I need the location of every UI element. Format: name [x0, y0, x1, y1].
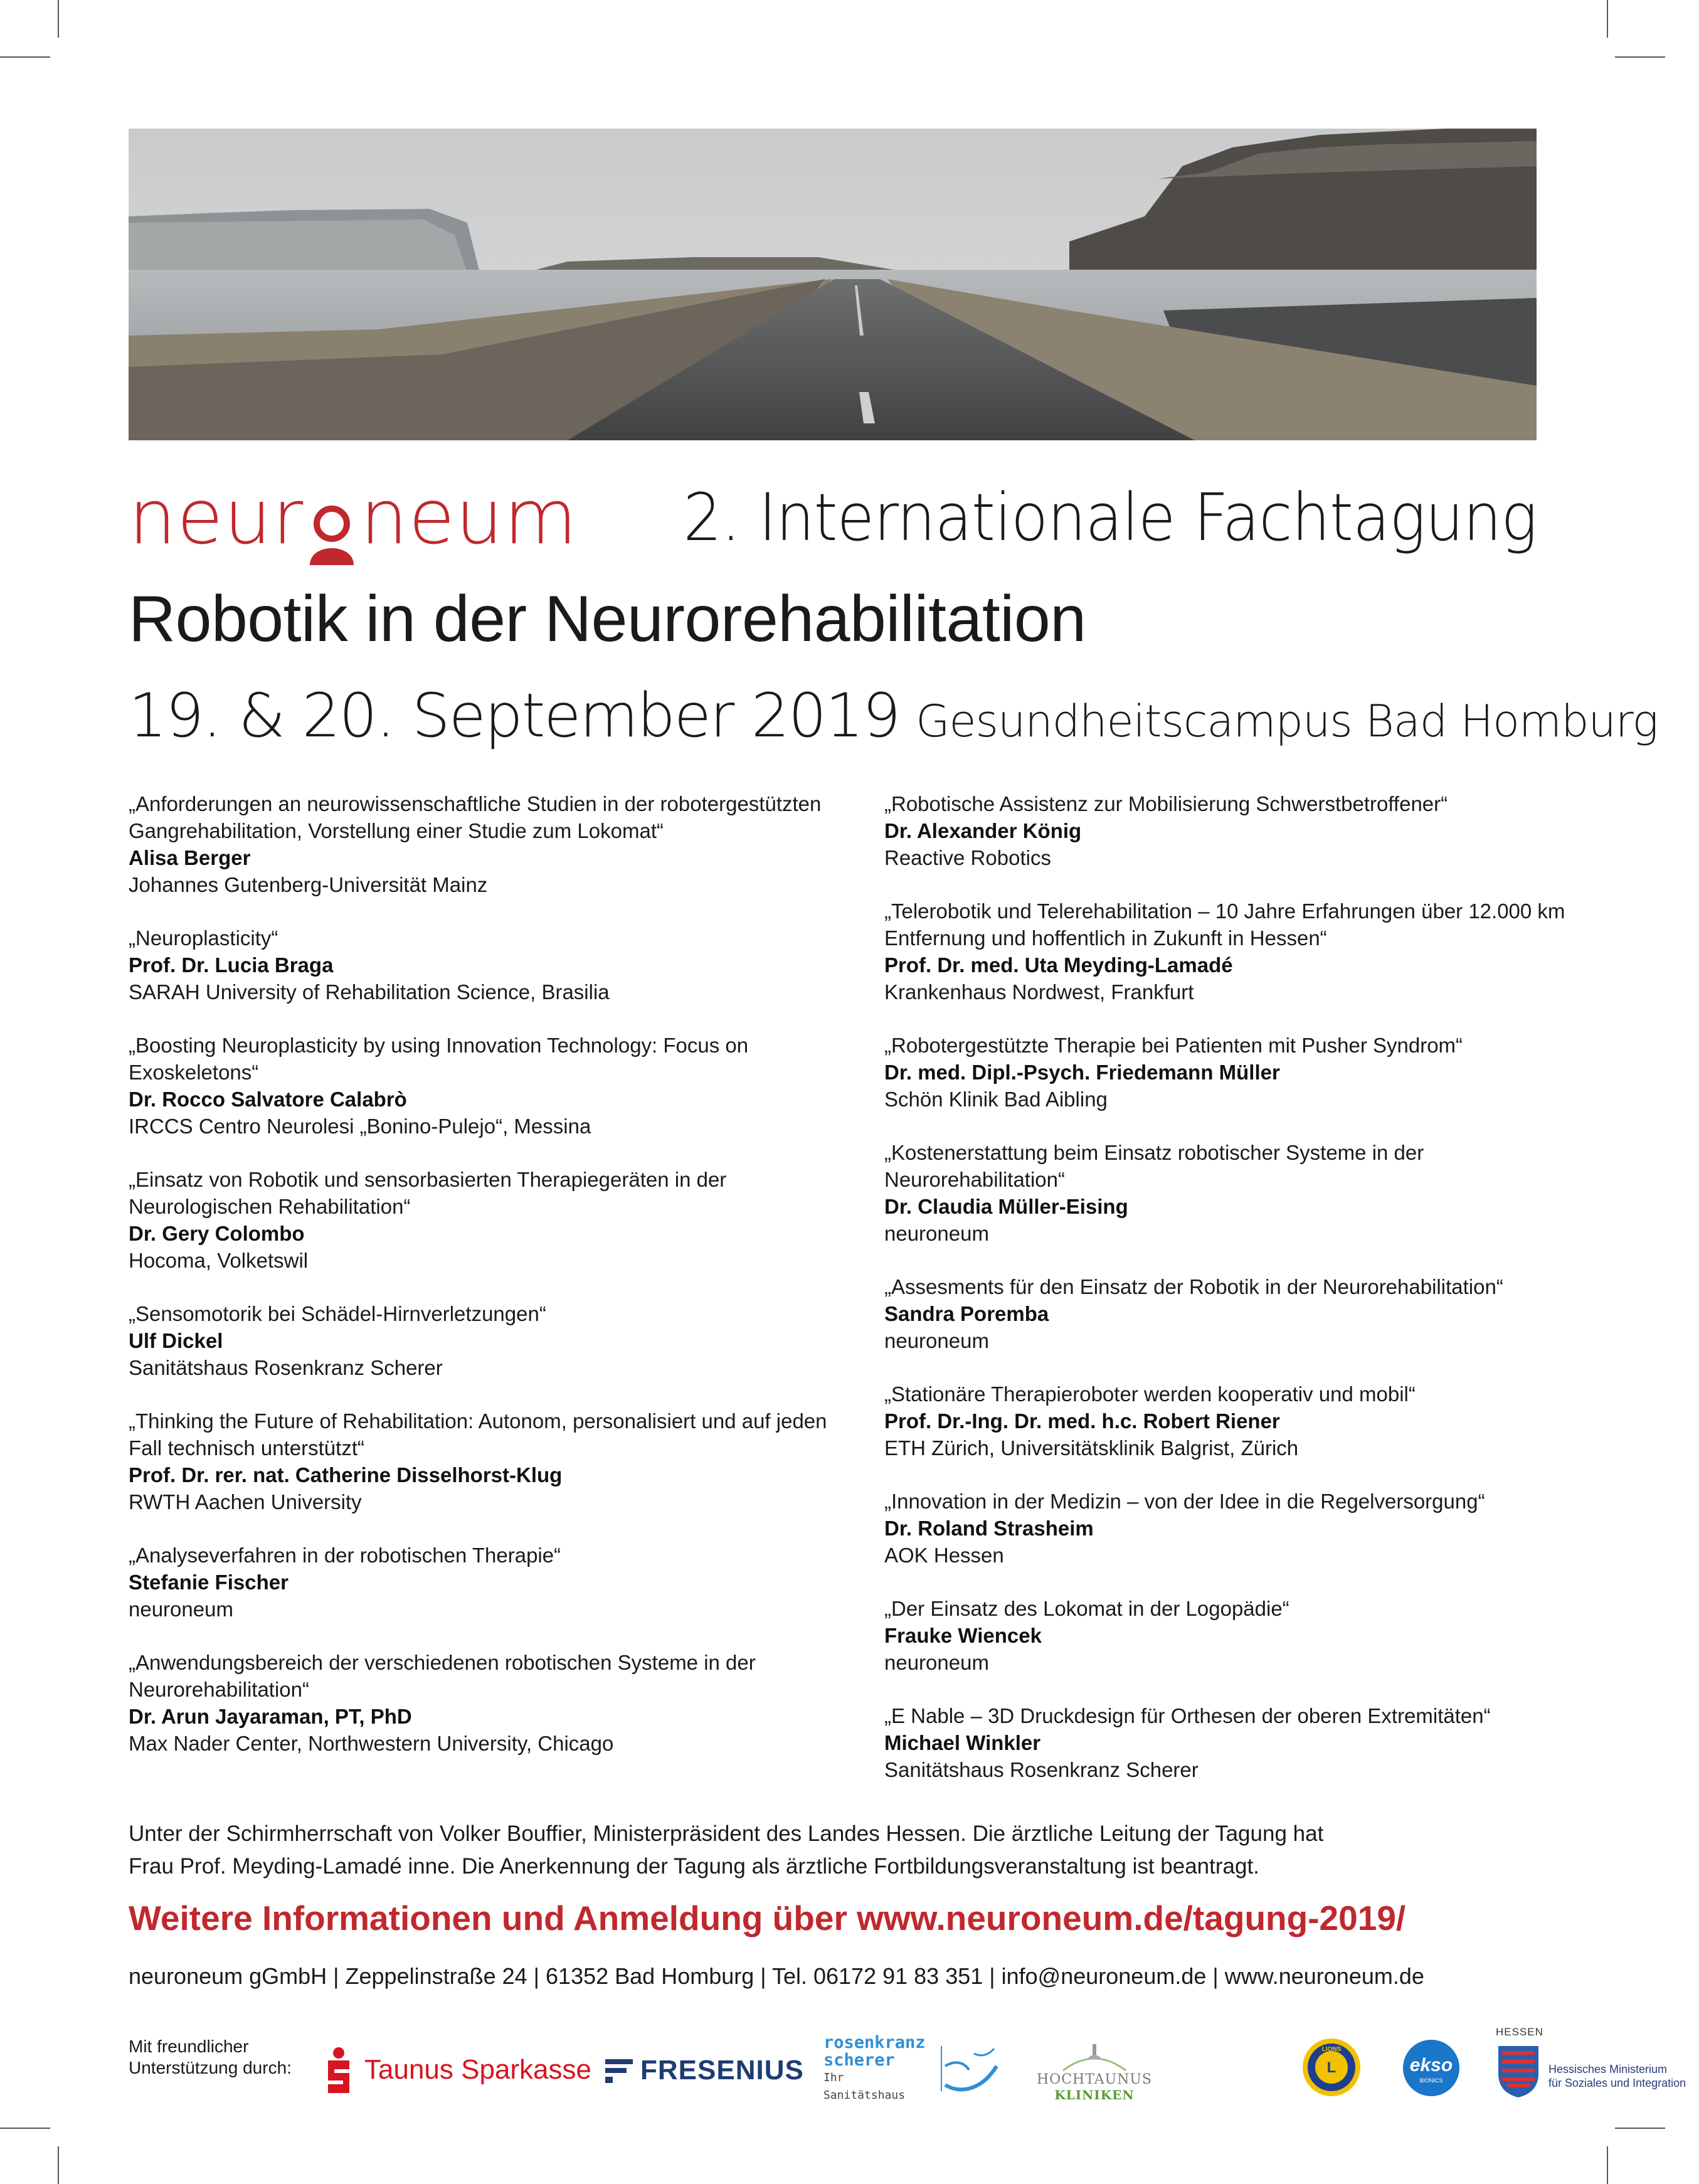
- wave-swoosh-icon: [936, 2041, 999, 2097]
- sponsor-hochtaunus-kliniken: [1025, 2033, 1163, 2102]
- speaker-affiliation: IRCCS Centro Neurolesi „Bonino-Pulejo“, Messina: [129, 1115, 591, 1138]
- speaker-affiliation: neuroneum: [129, 1598, 233, 1621]
- brand-logo: [129, 474, 578, 561]
- crop-mark: [0, 56, 50, 58]
- talk-title: „Stationäre Therapieroboter werden kooperativ und mobil“: [884, 1382, 1416, 1406]
- talk-entry: [884, 1032, 1606, 1113]
- talk-title: „Boosting Neuroplasticity by using Innovation Technology: Focus on Exoskeletons“: [129, 1034, 749, 1084]
- sponsor-tagline: BIONICS: [1419, 2077, 1443, 2084]
- talk-entry: [129, 1166, 850, 1274]
- lions-emblem-icon: [1301, 2037, 1362, 2097]
- talk-title: „Innovation in der Medizin – von der Idee in die Regelversorgung“: [884, 1490, 1485, 1513]
- talk-title: „Thinking the Future of Rehabilitation: Autonom, personalisiert und auf jeden Fall technisch unterstützt“: [129, 1409, 827, 1460]
- speaker-affiliation: Reactive Robotics: [884, 846, 1051, 869]
- sponsor-ekso-bionics: [1402, 2038, 1461, 2097]
- speaker-name: Dr. med. Dipl.-Psych. Friedemann Müller: [884, 1061, 1280, 1084]
- sponsor-lions: [1301, 2037, 1362, 2097]
- sponsor-rosenkranz-scherer: [823, 2035, 999, 2104]
- crop-mark: [58, 2146, 59, 2184]
- sponsor-tagline: Ihr Sanitätshaus: [823, 2071, 906, 2102]
- talk-title: „Robotergestützte Therapie bei Patienten mit Pusher Syndrom“: [884, 1034, 1463, 1057]
- speaker-affiliation: SARAH University of Rehabilitation Science, Brasilia: [129, 980, 610, 1004]
- speaker-name: Dr. Roland Strasheim: [884, 1517, 1094, 1540]
- speaker-affiliation: Sanitätshaus Rosenkranz Scherer: [129, 1356, 443, 1379]
- registration-link[interactable]: Weitere Informationen und Anmeldung über www.neuroneum.de/tagung-2019/: [129, 1899, 1406, 1938]
- sponsor-name: Taunus Sparkasse: [364, 2054, 591, 2085]
- sponsor-name: FRESENIUS: [640, 2055, 804, 2086]
- sponsor-name: LIONS: [1321, 2046, 1342, 2053]
- patronage-line: Frau Prof. Meyding-Lamadé inne. Die Anerkennung der Tagung als ärztliche Fortbildungsveranstaltung ist beantragt.: [129, 1854, 1259, 1879]
- hessen-coat-of-arms-icon: [1496, 2042, 1541, 2099]
- talk-entry: [884, 790, 1606, 871]
- sponsor-hessen-ministry: [1496, 2026, 1684, 2107]
- support-label-line: Mit freundlicher: [129, 2037, 249, 2056]
- speaker-affiliation: neuroneum: [884, 1222, 989, 1245]
- header-row: [129, 474, 1537, 561]
- crop-mark: [1615, 56, 1665, 58]
- hero-landscape-photo: [129, 129, 1537, 440]
- sponsor-taunus-sparkasse: [323, 2045, 591, 2095]
- support-label: [129, 2036, 310, 2079]
- talk-title: „Neuroplasticity“: [129, 926, 278, 950]
- talk-entry: [884, 1702, 1606, 1783]
- talk-title: „Telerobotik und Telerehabilitation – 10 Jahre Erfahrungen über 12.000 km Entfernung und hoffentlich in Zukunft in Hessen“: [884, 899, 1565, 950]
- talk-entry: [884, 898, 1606, 1005]
- talk-entry: [129, 1032, 850, 1140]
- sponsor-name: ekso: [1409, 2055, 1453, 2075]
- brand-text: neur: [129, 474, 304, 561]
- talk-entry: [129, 1649, 850, 1757]
- talk-title: „Anwendungsbereich der verschiedenen robotischen Systeme in der Neurorehabilitation“: [129, 1651, 756, 1701]
- speaker-name: Prof. Dr. med. Uta Meyding-Lamadé: [884, 953, 1233, 977]
- talk-title: „Einsatz von Robotik und sensorbasierten Therapiegeräten in der Neurologischen Rehabilitation“: [129, 1168, 727, 1218]
- talk-entry: [129, 1300, 850, 1381]
- sponsor-name-line: Hessisches Ministerium: [1548, 2063, 1668, 2075]
- speaker-name: Prof. Dr. rer. nat. Catherine Disselhorst-Klug: [129, 1463, 563, 1487]
- talk-title: „Der Einsatz des Lokomat in der Logopädie“: [884, 1597, 1289, 1620]
- speaker-name: Dr. Claudia Müller-Eising: [884, 1195, 1128, 1218]
- speaker-name: Stefanie Fischer: [129, 1571, 288, 1594]
- talk-title: „Sensomotorik bei Schädel-Hirnverletzungen“: [129, 1302, 546, 1325]
- speaker-name: Frauke Wiencek: [884, 1624, 1042, 1647]
- speaker-affiliation: ETH Zürich, Universitätsklinik Balgrist, Zürich: [884, 1436, 1299, 1460]
- talk-title: „Anforderungen an neurowissenschaftliche Studien in der robotergestützten Gangrehabilitation, Vorstellung einer Studie zum Lokomat“: [129, 792, 822, 842]
- sponsor-name-line: für Soziales und Integration: [1548, 2077, 1686, 2089]
- talk-entry: [129, 925, 850, 1005]
- sponsor-header: HESSEN: [1496, 2026, 1543, 2038]
- speaker-name: Prof. Dr.-Ing. Dr. med. h.c. Robert Riener: [884, 1409, 1280, 1433]
- talk-title: „Robotische Assistenz zur Mobilisierung Schwerstbetroffener“: [884, 792, 1448, 815]
- sponsor-name: scherer: [823, 2050, 895, 2070]
- church-dome-icon: [1057, 2043, 1132, 2072]
- speaker-affiliation: Max Nader Center, Northwestern University, Chicago: [129, 1732, 614, 1755]
- brand-text: neum: [360, 474, 578, 561]
- speaker-affiliation: Sanitätshaus Rosenkranz Scherer: [884, 1758, 1199, 1781]
- speaker-affiliation: Krankenhaus Nordwest, Frankfurt: [884, 980, 1194, 1004]
- talk-entry: [129, 1542, 850, 1623]
- talk-title: „E Nable – 3D Druckdesign für Orthesen der oberen Extremitäten“: [884, 1704, 1491, 1727]
- talk-entry: [129, 790, 850, 898]
- speaker-name: Michael Winkler: [884, 1731, 1041, 1754]
- speaker-name: Dr. Gery Colombo: [129, 1222, 305, 1245]
- speaker-name: Dr. Rocco Salvatore Calabrò: [129, 1088, 407, 1111]
- speaker-affiliation: neuroneum: [884, 1329, 989, 1352]
- talk-title: „Analyseverfahren in der robotischen Therapie“: [129, 1544, 561, 1567]
- speaker-name: Prof. Dr. Lucia Braga: [129, 953, 334, 977]
- page-title: Robotik in der Neurorehabilitation: [129, 583, 1086, 655]
- talk-entry: [884, 1273, 1606, 1354]
- talk-entry: [884, 1595, 1606, 1676]
- crop-mark: [58, 0, 59, 38]
- sponsor-name: rosenkranz: [823, 2033, 926, 2052]
- event-venue: Gesundheitscampus Bad Homburg: [916, 696, 1658, 747]
- event-date: 19. & 20. September 2019: [129, 681, 900, 751]
- svg-text:L: L: [1326, 2059, 1336, 2076]
- event-subtitle: 2. Internationale Fachtagung: [683, 479, 1537, 556]
- speaker-name: Sandra Poremba: [884, 1302, 1049, 1325]
- speaker-name: Dr. Alexander König: [884, 819, 1082, 842]
- talk-title: „Kostenerstattung beim Einsatz robotischer Systeme in der Neurorehabilitation“: [884, 1141, 1424, 1191]
- crop-mark: [1607, 0, 1608, 38]
- contact-line: neuroneum gGmbH | Zeppelinstraße 24 | 61352 Bad Homburg | Tel. 06172 91 83 351 | info@neuroneum.de | www.neuroneum.de: [129, 1963, 1424, 1989]
- speaker-affiliation: Schön Klinik Bad Aibling: [884, 1088, 1108, 1111]
- sponsor-name: KLINIKEN: [1054, 2087, 1135, 2102]
- patronage-line: Unter der Schirmherrschaft von Volker Bouffier, Ministerpräsident des Landes Hessen. Die ärztliche Leitung der Tagung hat: [129, 1821, 1324, 1846]
- speaker-affiliation: Johannes Gutenberg-Universität Mainz: [129, 873, 488, 896]
- talk-title: „Assesments für den Einsatz der Robotik in der Neurorehabilitation“: [884, 1275, 1503, 1298]
- ekso-circle-icon: [1402, 2038, 1461, 2097]
- talk-entry: [884, 1139, 1606, 1247]
- crop-mark: [0, 2128, 50, 2129]
- speaker-name: Alisa Berger: [129, 846, 251, 869]
- crop-mark: [1607, 2146, 1608, 2184]
- program-column-left: [129, 790, 850, 1783]
- speaker-name: Ulf Dickel: [129, 1329, 223, 1352]
- fresenius-f-icon: [605, 2057, 633, 2084]
- date-venue-line: [129, 681, 1658, 751]
- speaker-name: Dr. Arun Jayaraman, PT, PhD: [129, 1705, 412, 1728]
- speaker-affiliation: RWTH Aachen University: [129, 1490, 362, 1513]
- speaker-affiliation: AOK Hessen: [884, 1544, 1004, 1567]
- sponsor-fresenius: [605, 2049, 804, 2092]
- talk-entry: [129, 1407, 850, 1515]
- support-label-line: Unterstützung durch:: [129, 2058, 292, 2077]
- speaker-affiliation: neuroneum: [884, 1651, 989, 1674]
- patronage-text: [129, 1818, 1537, 1883]
- sponsor-name: [1548, 2062, 1699, 2090]
- crop-mark: [1615, 2128, 1665, 2129]
- speaker-affiliation: Hocoma, Volketswil: [129, 1249, 309, 1272]
- talk-entry: [884, 1488, 1606, 1569]
- person-in-circle-icon: [307, 496, 356, 556]
- sponsor-name: HOCHTAUNUS: [1036, 2072, 1152, 2087]
- sparkasse-s-icon: [323, 2047, 354, 2093]
- sponsor-row: [129, 2026, 1686, 2107]
- program-column-right: [884, 790, 1606, 1810]
- talk-entry: [884, 1381, 1606, 1461]
